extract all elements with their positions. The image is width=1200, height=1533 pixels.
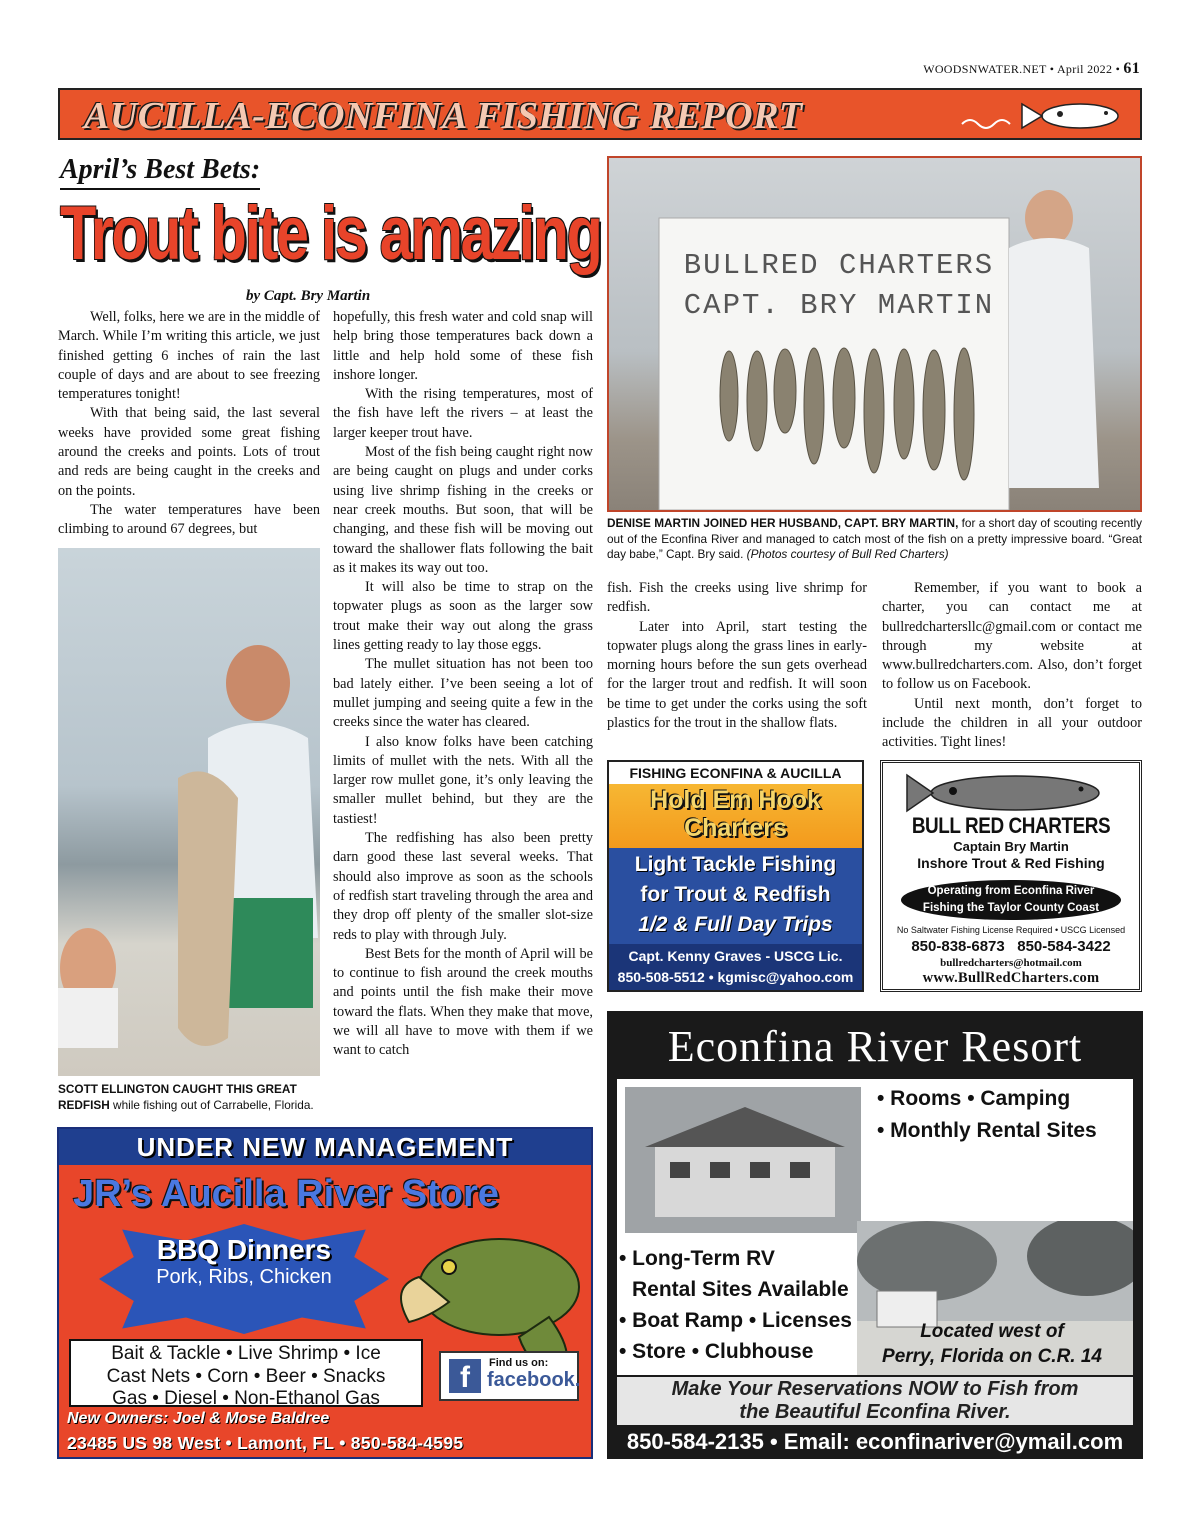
- offering-line-2: Cast Nets • Corn • Beer • Snacks: [106, 1365, 386, 1387]
- service-line-2: for Trout & Redfish: [640, 883, 831, 906]
- site-name: WOODSNWATER.NET: [923, 62, 1047, 76]
- fish-on-board-illustration: [719, 336, 979, 486]
- facebook-name: facebook.: [487, 1369, 581, 1391]
- hold-em-hook-charters-ad[interactable]: [607, 760, 864, 992]
- new-owners: New Owners: Joel & Mose Baldree: [67, 1410, 330, 1427]
- facebook-icon: f: [449, 1359, 481, 1393]
- paragraph: The redfishing has also been pretty darn good these last several weeks. That should also improve as soon as the schools of redfish start traveling through the area and they drop off plenty of the smaller slot-size reds to play with through July.: [333, 830, 593, 943]
- paragraph: hopefully, this fresh water and cold snap will help bring those temperatures back down a little and help hold some of these fish inshore longer.: [333, 309, 593, 383]
- banner-title: AUCILLA-ECONFINA FISHING REPORT: [84, 95, 803, 137]
- ad-header: UNDER NEW MANAGEMENT: [59, 1129, 591, 1165]
- ad-title: Econfina River Resort: [667, 1022, 1083, 1071]
- bbq-subtitle: Pork, Ribs, Chicken: [156, 1266, 332, 1288]
- paragraph: Remember, if you want to book a charter, you can contact me at bullredchartersllc@gmail.com or contact me through my website at www.bullredcharters.com. Also, don’t forget to follow us on Facebook.: [882, 580, 1142, 693]
- left-photo-caption: [58, 1082, 320, 1113]
- paragraph: The mullet situation has not been too bad lately either. I’ve been seeing a lot of mullet jumping and seeing quite a few in the creeks since the water has cleared.: [333, 656, 593, 731]
- amenity-rv: • Long-Term RV: [619, 1247, 775, 1270]
- amenities-bottom: [619, 1243, 852, 1367]
- article-column-4: [882, 579, 1142, 753]
- issue-date: April 2022: [1056, 62, 1113, 76]
- caption-body: while fishing out of Carrabelle, Florida.: [109, 1097, 314, 1112]
- offering-line-3: Gas • Diesel • Non-Ethanol Gas: [112, 1388, 380, 1409]
- angler-photo-illustration: [58, 548, 320, 1076]
- reservation-banner: [617, 1377, 1133, 1425]
- amenity-store: • Store • Clubhouse: [619, 1340, 814, 1363]
- amenity-rooms: • Rooms • Camping: [877, 1087, 1071, 1110]
- amenities-top: [877, 1083, 1097, 1147]
- paragraph: It will also be time to strap on the topwater plugs as soon as the larger sow trout make their way out along the grass lines getting ready to lay those eggs.: [333, 579, 593, 654]
- paragraph: Later into April, start testing the topwater plugs along the grass lines in early-morning hours before the sun gets overhead for the larger trout and redfish. It will soon be time to get under the corks using the soft plastics for the trout in the shallow flats.: [607, 618, 867, 732]
- facebook-find-label: Find us on:: [489, 1357, 549, 1369]
- top-photo-caption: [607, 516, 1142, 563]
- phone-numbers: 850-838-6873 850-584-3422: [911, 938, 1111, 955]
- location-line-1: Located west of: [920, 1321, 1064, 1342]
- ad-title: BULL RED CHARTERS: [911, 813, 1111, 838]
- sign-line-2: CAPT. BRY MARTIN: [683, 289, 995, 322]
- charter-sign: [679, 246, 999, 326]
- bull-red-charters-ad[interactable]: [880, 760, 1142, 992]
- captain-license: Capt. Kenny Graves - USCG Lic.: [628, 948, 843, 964]
- caption-body: for a short day of scouting recently out of the Econfina River and managed to catch most of the fish on a pretty impressive board. “Great day babe,” Capt. Bry said.: [607, 516, 1142, 561]
- reservation-line-1: Make Your Reservations NOW to Fish from: [671, 1378, 1079, 1400]
- caption-lead: SCOTT ELLINGTON CAUGHT THIS GREAT REDFISH: [58, 1082, 297, 1112]
- ad-header: FISHING ECONFINA & AUCILLA: [609, 762, 862, 784]
- resort-building-photo: [625, 1087, 861, 1233]
- paragraph: Best Bets for the month of April will be to continue to fish around the creek mouths and points until the fish make their move toward the flats. When they make that move, we will all have to move with them if we want to catch: [333, 945, 593, 1059]
- operating-oval: [901, 880, 1121, 920]
- caption-credit: (Photos courtesy of Bull Red Charters): [743, 547, 949, 561]
- paragraph: Well, folks, here we are in the middle of March. While I’m writing this article, we just finished getting 6 inches of rain the last couple of days and are about to see freezing temperatures tonight!: [58, 309, 320, 403]
- redfish-photo: [58, 548, 320, 1076]
- oval-line-1: Operating from Econfina River: [927, 885, 1095, 897]
- service-line-1: Light Tackle Fishing: [634, 853, 837, 876]
- article-column-2: [333, 308, 593, 1061]
- paragraph: Most of the fish being caught right now are being caught on plugs and under corks using live shrimp fishing in the creeks or near creek mouths. But soon, that will be changing, and these fish will be moving out toward the shallower flats following the bait as it makes its way out too.: [333, 444, 593, 576]
- website-link[interactable]: www.BullRedCharters.com: [922, 970, 1100, 986]
- paragraph: With the rising temperatures, most of the fish have left the rivers – at least the larger keeper trout have.: [333, 386, 593, 441]
- ad-title: [609, 786, 862, 842]
- bbq-title: BBQ Dinners: [156, 1234, 332, 1265]
- bbq-badge: [129, 1234, 359, 1289]
- offering-line-1: Bait & Tackle • Live Shrimp • Ice: [111, 1343, 381, 1364]
- article-column-1: [58, 308, 320, 540]
- location-line-2: Perry, Florida on C.R. 14: [882, 1346, 1102, 1367]
- article-byline: by Capt. Bry Martin: [246, 288, 371, 304]
- section-banner: [58, 88, 1142, 140]
- amenity-boat: • Boat Ramp • Licenses: [619, 1309, 852, 1332]
- store-address: 23485 US 98 West • Lamont, FL • 850-584-4595: [67, 1433, 464, 1453]
- phone-email: 850-508-5512 • kgmisc@yahoo.com: [617, 969, 854, 985]
- page-number: 61: [1123, 60, 1140, 77]
- title-line-1: Hold Em Hook: [650, 786, 821, 814]
- amenity-rv-cont: Rental Sites Available: [632, 1278, 849, 1301]
- charter-catch-photo: [607, 156, 1142, 512]
- ad-contact: [609, 944, 862, 992]
- page-folio: WOODSNWATER.NET • April 2022 • 61: [923, 60, 1140, 77]
- ad-services: [609, 850, 862, 940]
- article-column-3: [607, 579, 867, 733]
- econfina-river-resort-ad[interactable]: [607, 1011, 1143, 1459]
- license-note: No Saltwater Fishing License Required • USCG Licensed: [896, 925, 1126, 935]
- amenity-monthly: • Monthly Rental Sites: [877, 1119, 1097, 1142]
- article-headline: Trout bite is amazing: [60, 191, 601, 276]
- reservation-line-2: the Beautiful Econfina River.: [739, 1401, 1011, 1423]
- caption-lead: DENISE MARTIN JOINED HER HUSBAND, CAPT. BRY MARTIN,: [607, 516, 959, 530]
- captain-name: Captain Bry Martin: [953, 839, 1069, 854]
- jrs-aucilla-river-store-ad[interactable]: [57, 1127, 593, 1459]
- paragraph: fish. Fish the creeks using live shrimp for redfish.: [607, 580, 867, 616]
- service-line-3: 1/2 & Full Day Trips: [638, 913, 833, 936]
- paragraph: The water temperatures have been climbing to around 67 degrees, but: [58, 501, 320, 538]
- redfish-icon: [903, 769, 1119, 815]
- paragraph: With that being said, the last several weeks have provided some great fishing around the creeks and points. Lots of trout and reds are being caught in the creeks and on the points.: [58, 405, 320, 499]
- facebook-badge[interactable]: [439, 1351, 579, 1401]
- redfish-icon: [960, 94, 1140, 136]
- ad-subtitle: Inshore Trout & Red Fishing: [917, 855, 1105, 871]
- store-offerings: [69, 1339, 423, 1407]
- title-line-2: Charters: [684, 814, 787, 842]
- resort-location: [857, 1319, 1127, 1369]
- sign-line-1: BULLRED CHARTERS: [683, 249, 995, 282]
- resort-contact: 850-584-2135 • Email: econfinariver@ymail.com: [626, 1429, 1124, 1454]
- oval-line-2: Fishing the Taylor County Coast: [922, 902, 1100, 914]
- paragraph: Until next month, don’t forget to include the children in all your outdoor activities. Tight lines!: [882, 695, 1142, 751]
- ad-title: JR’s Aucilla River Store: [73, 1173, 499, 1215]
- email: bullredcharters@hotmail.com: [940, 957, 1082, 969]
- article-kicker: April’s Best Bets:: [60, 154, 260, 190]
- paragraph: I also know folks have been catching limits of mullet with the nets. With all the larger row mullet gone, it’s only leaving the smaller mullet behind, but they are the tastiest!: [333, 733, 593, 827]
